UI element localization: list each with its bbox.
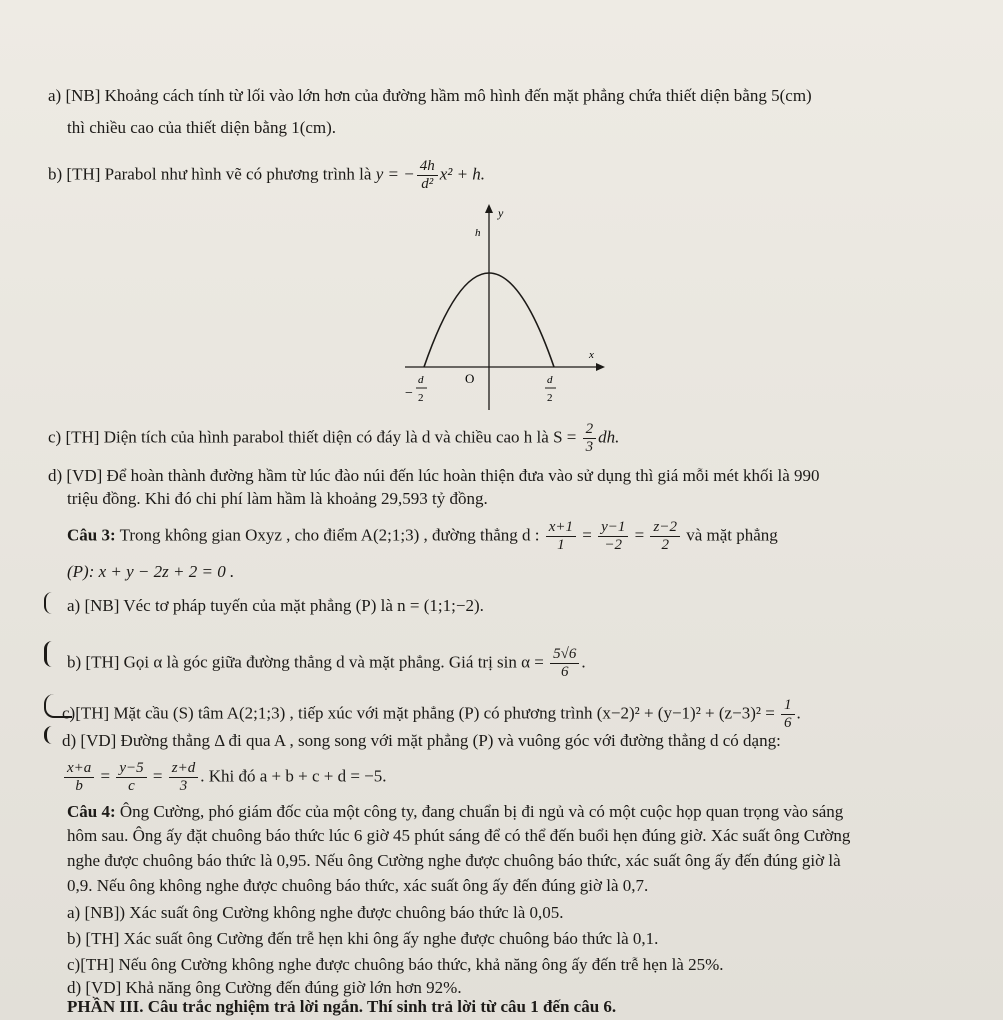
pos-d-den: 2: [547, 392, 553, 404]
delta-frac-3-den: 3: [179, 778, 188, 794]
delta-frac-2: [116, 760, 146, 795]
q3-item-a: a) [NB] Véc tơ pháp tuyến của mặt phẳng (P) là n = (1;1;−2).: [67, 596, 484, 615]
check-mark-b: [44, 641, 61, 667]
delta-frac-2-num: y−5: [116, 760, 146, 778]
delta-frac-3-num: z+d: [169, 760, 198, 778]
area-tail: dh.: [598, 427, 620, 447]
q3-text: Trong không gian Oxyz , cho điểm A(2;1;3) , đường thẳng d :: [115, 525, 544, 545]
area-frac-num: 2: [583, 421, 597, 439]
parabol-frac-den: d²: [421, 176, 434, 192]
sin-frac: [550, 646, 579, 681]
q3-tail: và mặt phẳng: [681, 525, 778, 545]
sphere-frac: [781, 697, 795, 732]
q4-item-c: c)[TH] Nếu ông Cường không nghe được chuông báo thức, khả năng ông ấy đến trễ hẹn là 25%.: [67, 955, 724, 974]
q3-frac-2-den: −2: [604, 537, 623, 553]
item-c-text: c) [TH] Diện tích của hình parabol thiết diện có đáy là d và chiều cao h là S =: [48, 427, 581, 447]
delta-frac-1: [64, 760, 94, 795]
sphere-frac-num: 1: [781, 697, 795, 715]
delta-frac-1-num: x+a: [64, 760, 94, 778]
q3-line: Câu 3: Trong không gian Oxyz , cho điểm A(2;1;3) , đường thẳng d : $\frac{x+1}{1}$ = $\frac{y-1}{-2}$ = $\frac{z-2}{2}$ và mặt phẳng: [67, 519, 778, 553]
q3c-text: c)[TH] Mặt cầu (S) tâm A(2;1;3) , tiếp xúc với mặt phẳng (P) có phương trình (x−2)² + (y−1)² + (z−3)² =: [62, 703, 780, 723]
item-b-text: b) [TH] Parabol như hình vẽ có phương trình là: [48, 164, 376, 184]
q3-item-b: b) [TH] Gọi α là góc giữa đường thẳng d và mặt phẳng. Giá trị sin α = $\frac{5√6}{6}$ .: [67, 646, 586, 680]
q3-frac-2: [598, 519, 628, 554]
item-a-line1: a) [NB] Khoảng cách tính từ lối vào lớn hơn của đường hầm mô hình đến mặt phẳng chứa thiết diện bằng 5(cm): [48, 86, 812, 105]
q3b-text: b) [TH] Gọi α là góc giữa đường thẳng d và mặt phẳng. Giá trị sin α =: [67, 652, 549, 672]
q4-text-1: Ông Cường, phó giám đốc của một công ty, đang chuẩn bị đi ngủ và có một cuộc họp quan trọng vào sáng: [115, 802, 844, 821]
item-c-line: [48, 421, 619, 456]
q3-label: Câu 3:: [67, 525, 116, 545]
q4-line2: hôm sau. Ông ấy đặt chuông báo thức lúc 6 giờ 45 phút sáng để có thể đến buổi hẹn đúng giờ. Xác suất ông Cường: [67, 826, 851, 845]
q3-frac-1: [546, 519, 576, 554]
delta-tail: . Khi đó a + b + c + d = −5.: [200, 766, 387, 786]
delta-frac-3: [169, 760, 198, 795]
q3-frac-1-num: x+1: [546, 519, 576, 537]
q3-frac-2-num: y−1: [598, 519, 628, 537]
neg-d-den: 2: [418, 392, 424, 404]
q4-label: Câu 4:: [67, 802, 116, 821]
q3-frac-3-num: z−2: [650, 519, 679, 537]
item-a-line2: thì chiều cao của thiết diện bằng 1(cm).: [67, 118, 337, 137]
check-mark-d: [44, 726, 61, 744]
item-b-line: [48, 158, 485, 193]
q3-frac-3: [650, 519, 679, 554]
parabola-graph: [395, 200, 615, 415]
q4-line4: 0,9. Nếu ông không nghe được chuông báo thức, xác suất ông ấy đến đúng giờ là 0,7.: [67, 876, 649, 895]
q4-item-b: b) [TH] Xác suất ông Cường đến trễ hẹn khi ông ấy nghe được chuông báo thức là 0,1.: [67, 929, 659, 948]
sphere-frac-den: 6: [784, 715, 792, 731]
area-frac: [583, 421, 597, 456]
parabol-frac: [417, 158, 438, 193]
sin-frac-den: 6: [561, 664, 569, 680]
origin-label: O: [465, 371, 475, 386]
parabol-eq-lhs: y = −: [375, 164, 415, 184]
y-axis-arrow: [485, 204, 493, 213]
q4-line1: [67, 802, 843, 822]
delta-frac-2-den: c: [128, 778, 135, 794]
area-frac-den: 3: [585, 439, 594, 455]
y-axis-label: y: [498, 206, 504, 220]
parabol-eq-rhs: x² + h.: [439, 164, 486, 184]
q4-item-a: a) [NB]) Xác suất ông Cường không nghe được chuông báo thức là 0,05.: [67, 903, 564, 922]
delta-frac-1-den: b: [75, 778, 83, 794]
item-d-line2: triệu đồng. Khi đó chi phí làm hầm là khoảng 29,593 tỷ đồng.: [67, 489, 488, 508]
q3-item-d: d) [VD] Đường thẳng Δ đi qua A , song song với mặt phẳng (P) và vuông góc với đường thẳng d có dạng:: [62, 731, 781, 750]
check-mark-a: [44, 592, 60, 614]
parabol-frac-num: 4h: [417, 158, 438, 176]
item-d-line1: d) [VD] Để hoàn thành đường hầm từ lúc đào núi đến lúc hoàn thiện đưa vào sử dụng thì giá mỗi mét khối là 990: [48, 466, 820, 485]
part-3-heading: PHẦN III. Câu trắc nghiệm trả lời ngắn. Thí sinh trả lời từ câu 1 đến câu 6.: [67, 997, 617, 1016]
q4-item-d: d) [VD] Khả năng ông Cường đến đúng giờ lớn hơn 92%.: [67, 978, 462, 997]
q3-frac-1-den: 1: [557, 537, 565, 553]
q3-item-d-line2: $\frac{x+a}{b}$ = $\frac{y-5}{c}$ = $\frac{z+d}{3}$ . Khi đó a + b + c + d = −5.: [62, 760, 387, 795]
plane-equation: (P): x + y − 2z + 2 = 0 .: [67, 562, 235, 581]
x-axis-arrow: [596, 363, 605, 371]
sin-frac-num: 5√6: [550, 646, 579, 664]
q3-item-c: c)[TH] Mặt cầu (S) tâm A(2;1;3) , tiếp xúc với mặt phẳng (P) có phương trình (x−2)² + (y−1)² + (z−3)² = $\frac{1}{6}$ .: [62, 697, 801, 731]
q3-frac-3-den: 2: [661, 537, 669, 553]
x-axis-label: x: [589, 349, 594, 361]
h-label: h: [475, 227, 481, 239]
q4-line3: nghe được chuông báo thức là 0,95. Nếu ông Cường nghe được chuông báo thức, xác suất ông ấy đến đúng giờ là: [67, 851, 841, 870]
neg-minus: −: [405, 386, 413, 401]
neg-d-num: d: [418, 374, 424, 386]
pos-d-num: d: [547, 374, 553, 386]
